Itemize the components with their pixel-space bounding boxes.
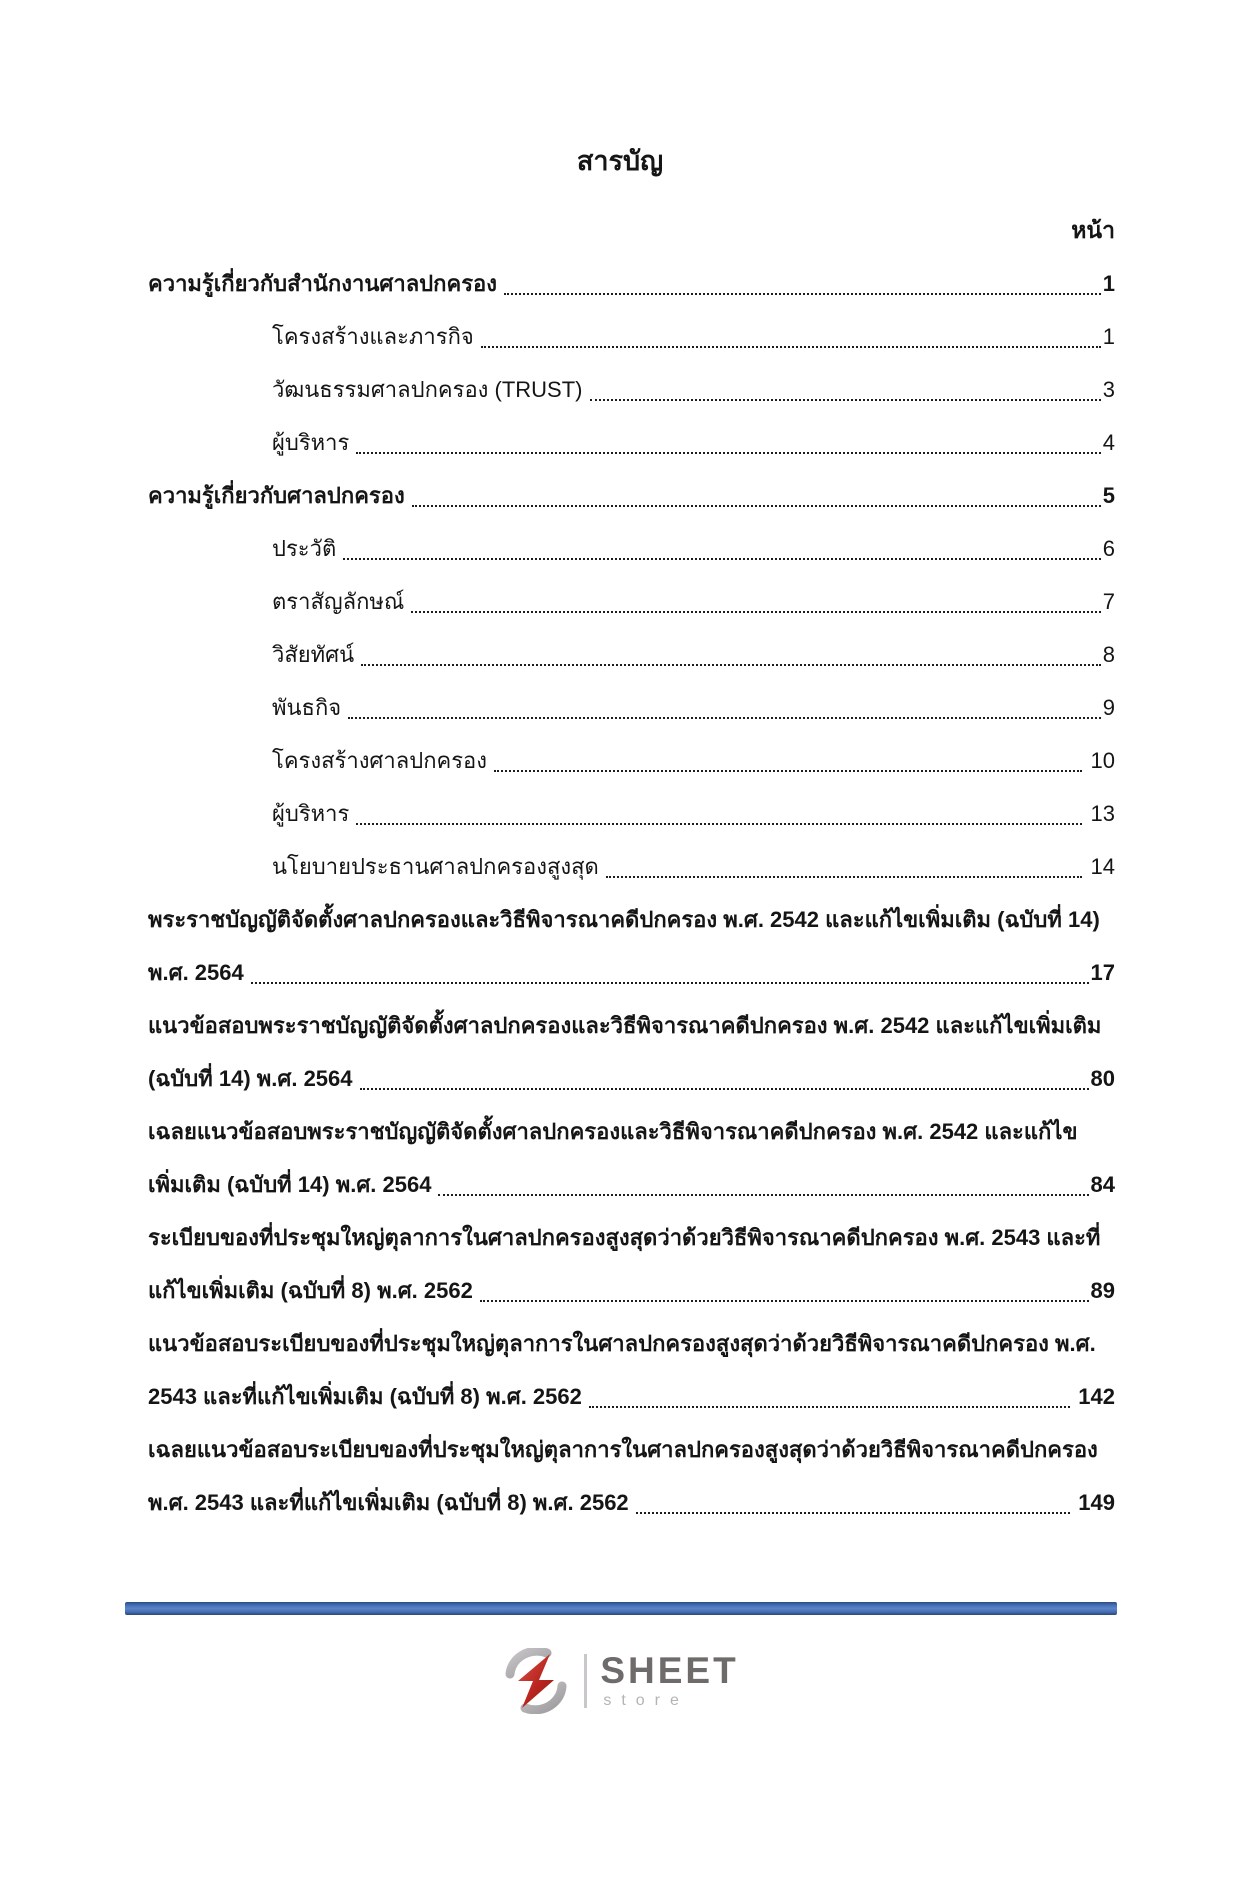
toc-entry — [148, 734, 1115, 787]
brand-name: SHEET — [600, 1649, 739, 1691]
toc-page-number: 6 — [1102, 536, 1115, 561]
dotted-leader — [504, 293, 1101, 295]
toc-entry-text-line1: เฉลยแนวข้อสอบพระราชบัญญัติจัดตั้งศาลปกครองและวิธีพิจารณาคดีปกครอง พ.ศ. 2542 และแก้ไข — [148, 1119, 1078, 1144]
toc-page-number: 4 — [1102, 430, 1115, 455]
toc-entry-text: โครงสร้างและภารกิจ — [272, 324, 474, 349]
toc-entry-text: โครงสร้างศาลปกครอง — [272, 748, 488, 773]
dotted-leader — [438, 1194, 1088, 1196]
toc-entry-text-line2: เพิ่มเติม (ฉบับที่ 14) พ.ศ. 2564 — [148, 1172, 432, 1197]
toc-page-number: 5 — [1102, 483, 1115, 508]
dotted-leader — [606, 876, 1083, 878]
toc-entry-leader-line — [148, 469, 1115, 522]
toc-entry — [148, 416, 1115, 469]
toc-entry-text-line1: เฉลยแนวข้อสอบระเบียบของที่ประชุมใหญ่ตุลาการในศาลปกครองสูงสุดว่าด้วยวิธีพิจารณาคดีปกครอง — [148, 1437, 1098, 1462]
dotted-leader — [361, 664, 1101, 666]
toc-page-number: 1 — [1102, 324, 1115, 349]
toc-entry — [148, 840, 1115, 893]
toc-entry — [148, 363, 1115, 416]
toc-entry-leader-line — [272, 575, 1115, 628]
dotted-leader — [494, 770, 1082, 772]
toc-entry-leader-line — [148, 946, 1115, 999]
toc-entry — [148, 575, 1115, 628]
toc-page-number: 142 — [1072, 1384, 1115, 1409]
page-title: สารบัญ — [576, 146, 664, 176]
toc-page-number: 1 — [1102, 271, 1115, 296]
toc-entry-text: นโยบายประธานศาลปกครองสูงสุด — [272, 854, 599, 879]
toc-entry-leader-line — [148, 1476, 1115, 1529]
dotted-leader — [412, 505, 1101, 507]
dotted-leader — [251, 982, 1089, 984]
toc-entry-text: พันธกิจ — [272, 695, 342, 720]
dotted-leader — [636, 1512, 1071, 1514]
toc-entry — [148, 310, 1115, 363]
toc-entry-leader-line — [272, 734, 1115, 787]
toc-entry — [148, 257, 1115, 310]
toc-entry-text: ประวัติ — [272, 536, 337, 561]
toc-entry-text-line2: พ.ศ. 2564 — [148, 960, 244, 985]
toc-entry-leader-line — [272, 522, 1115, 575]
logo-divider — [584, 1654, 587, 1708]
toc-entry-text: วัฒนธรรมศาลปกครอง (TRUST) — [272, 377, 583, 402]
toc-entry — [148, 893, 1115, 999]
toc-entry-leader-line — [272, 310, 1115, 363]
toc-entry-leader-line — [148, 1158, 1115, 1211]
toc-entry-text-line2: (ฉบับที่ 14) พ.ศ. 2564 — [148, 1066, 353, 1091]
toc-page-number: 80 — [1090, 1066, 1115, 1091]
page-column-header: หน้า — [1071, 217, 1115, 243]
dotted-leader — [356, 452, 1100, 454]
toc-entry-text: ผู้บริหาร — [272, 430, 350, 455]
toc-page-number: 89 — [1090, 1278, 1115, 1303]
toc-entry-leader-line — [272, 840, 1115, 893]
toc-entry — [148, 628, 1115, 681]
toc-entry-leader-line — [148, 1264, 1115, 1317]
toc-page-number: 8 — [1102, 642, 1115, 667]
toc-page-number: 3 — [1102, 377, 1115, 402]
toc-page-number: 17 — [1090, 960, 1115, 985]
toc-entry-text-line1: แนวข้อสอบพระราชบัญญัติจัดตั้งศาลปกครองและวิธีพิจารณาคดีปกครอง พ.ศ. 2542 และแก้ไขเพิ่มเติม — [148, 1013, 1102, 1038]
toc-entry-text-line2: พ.ศ. 2543 และที่แก้ไขเพิ่มเติม (ฉบับที่ 8) พ.ศ. 2562 — [148, 1490, 629, 1515]
brand-subtitle: store — [603, 1691, 689, 1709]
dotted-leader — [343, 558, 1101, 560]
toc-page-number: 7 — [1102, 589, 1115, 614]
dotted-leader — [590, 399, 1101, 401]
toc-entry-text-line2: 2543 และที่แก้ไขเพิ่มเติม (ฉบับที่ 8) พ.ศ. 2562 — [148, 1384, 582, 1409]
toc-entry — [148, 522, 1115, 575]
toc-entry-text-line2: แก้ไขเพิ่มเติม (ฉบับที่ 8) พ.ศ. 2562 — [148, 1278, 473, 1303]
toc-entry-text-line1: ระเบียบของที่ประชุมใหญ่ตุลาการในศาลปกครองสูงสุดว่าด้วยวิธีพิจารณาคดีปกครอง พ.ศ. 2543 และที่ — [148, 1225, 1101, 1250]
toc-page-number: 84 — [1090, 1172, 1115, 1197]
toc-entry-text: วิสัยทัศน์ — [272, 642, 355, 667]
toc-entry — [148, 469, 1115, 522]
toc-entry-leader-line — [272, 787, 1115, 840]
table-of-contents — [148, 257, 1115, 1529]
toc-entry — [148, 1105, 1115, 1211]
toc-entry — [148, 1423, 1115, 1529]
toc-entry-leader-line — [148, 1052, 1115, 1105]
dotted-leader — [356, 823, 1082, 825]
toc-page-number: 10 — [1084, 748, 1115, 773]
toc-page-number: 13 — [1084, 801, 1115, 826]
dotted-leader — [360, 1088, 1089, 1090]
toc-entry — [148, 681, 1115, 734]
toc-entry-text-line1: แนวข้อสอบระเบียบของที่ประชุมใหญ่ตุลาการในศาลปกครองสูงสุดว่าด้วยวิธีพิจารณาคดีปกครอง พ.ศ. — [148, 1331, 1096, 1356]
toc-entry-leader-line — [148, 1370, 1115, 1423]
toc-page-number: 9 — [1102, 695, 1115, 720]
toc-entry-leader-line — [272, 363, 1115, 416]
toc-page-number: 149 — [1072, 1490, 1115, 1515]
footer-rule — [125, 1602, 1117, 1615]
toc-page-number: 14 — [1084, 854, 1115, 879]
toc-entry — [148, 1211, 1115, 1317]
toc-entry-text: ตราสัญลักษณ์ — [272, 589, 405, 614]
dotted-leader — [589, 1406, 1070, 1408]
toc-entry-leader-line — [272, 416, 1115, 469]
toc-entry-text: ความรู้เกี่ยวกับสำนักงานศาลปกครอง — [148, 271, 497, 296]
toc-entry — [148, 787, 1115, 840]
toc-entry-leader-line — [272, 681, 1115, 734]
toc-entry-text: ความรู้เกี่ยวกับศาลปกครอง — [148, 483, 405, 508]
sheet-store-s-icon — [501, 1648, 571, 1714]
toc-entry-text-line1: พระราชบัญญัติจัดตั้งศาลปกครองและวิธีพิจารณาคดีปกครอง พ.ศ. 2542 และแก้ไขเพิ่มเติม (ฉบับที่ 14) — [148, 907, 1100, 932]
toc-entry — [148, 999, 1115, 1105]
document-page — [0, 134, 1240, 1889]
toc-entry-leader-line — [272, 628, 1115, 681]
dotted-leader — [348, 717, 1101, 719]
toc-entry — [148, 1317, 1115, 1423]
dotted-leader — [411, 611, 1100, 613]
dotted-leader — [481, 346, 1101, 348]
footer-logo — [0, 1635, 1240, 1727]
toc-entry-text: ผู้บริหาร — [272, 801, 350, 826]
toc-entry-leader-line — [148, 257, 1115, 310]
dotted-leader — [480, 1300, 1089, 1302]
